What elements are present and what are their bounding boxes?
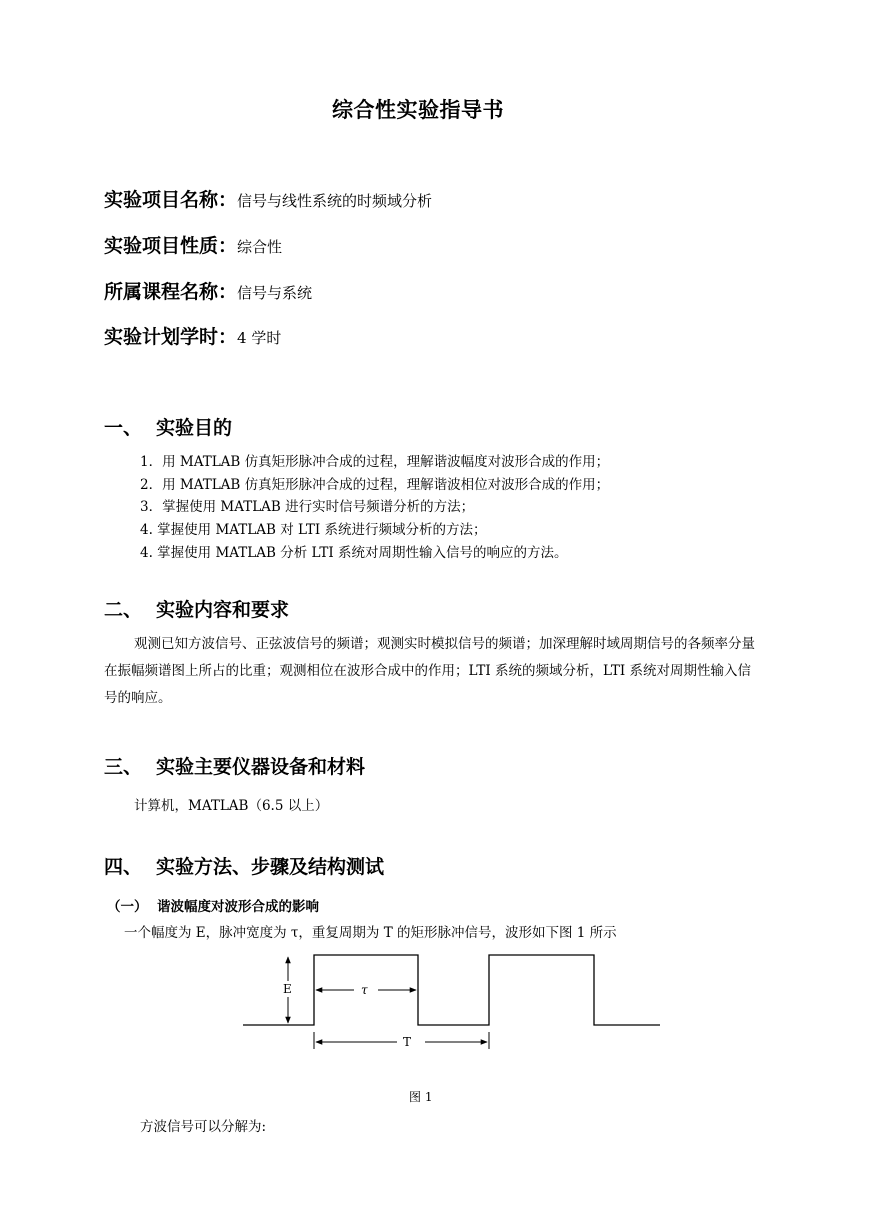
section-heading-equipment (104, 752, 365, 779)
meta-planned-hours (104, 322, 281, 349)
meta-value: 信号与线性系统的时频域分析 (237, 192, 433, 210)
meta-course-name (104, 277, 312, 304)
objective-item: 3．掌握使用 MATLAB 进行实时信号频谱分析的方法； (140, 499, 475, 515)
section-number: 一、 (104, 417, 143, 439)
section-title: 实验方法、步骤及结构测试 (156, 856, 385, 878)
section-number: 四、 (104, 856, 143, 878)
objective-item: 4. 掌握使用 MATLAB 分析 LTI 系统对周期性输入信号的响应的方法。 (140, 545, 568, 561)
meta-key: 实验计划学时： (104, 326, 238, 348)
meta-key: 实验项目性质： (104, 235, 238, 257)
amplitude-label: E (283, 982, 292, 996)
meta-key: 所属课程名称： (104, 281, 238, 303)
section-title: 实验主要仪器设备和材料 (156, 756, 366, 778)
period-label: T (403, 1035, 412, 1049)
content-paragraph: 观测已知方波信号、正弦波信号的频谱；观测实时模拟信号的频谱；加深理解时域周期信号的各频率分量在振幅频谱图上所占的比重；观测相位在波形合成中的作用；LTI 系统的频域分析，LTI 系统对周期性输入信号的响应。 (104, 636, 755, 706)
meta-key: 实验项目名称： (104, 189, 238, 211)
subsection-title: 谐波幅度对波形合成的影响 (157, 899, 319, 915)
meta-project-nature (104, 231, 282, 258)
page-title: 综合性实验指导书 (332, 98, 504, 122)
objective-item: 2．用 MATLAB 仿真矩形脉冲合成的过程，理解谐波相位对波形合成的作用； (140, 477, 610, 493)
objective-item: 1．用 MATLAB 仿真矩形脉冲合成的过程，理解谐波幅度对波形合成的作用； (140, 454, 610, 470)
pulse-waveform-figure (240, 950, 665, 1055)
method-intro: 一个幅度为 E，脉冲宽度为 τ，重复周期为 T 的矩形脉冲信号，波形如下图 1 所示 (124, 925, 617, 941)
pulse-waveform-line (243, 955, 660, 1025)
meta-value: 综合性 (237, 238, 283, 256)
meta-project-name (104, 185, 432, 212)
section-heading-content (104, 595, 289, 622)
equipment-text: 计算机，MATLAB（6.5 以上） (134, 798, 329, 814)
section-number: 三、 (104, 756, 143, 778)
section-number: 二、 (104, 599, 143, 621)
figure-caption: 图 1 (409, 1090, 433, 1104)
section-title: 实验目的 (156, 417, 233, 439)
meta-value: 信号与系统 (237, 284, 313, 302)
section-heading-method (104, 852, 384, 879)
objective-item: 4. 掌握使用 MATLAB 对 LTI 系统进行频域分析的方法； (140, 522, 487, 538)
section-heading-objectives (104, 413, 232, 440)
meta-value: 4 学时 (237, 329, 282, 347)
subsection-number: （一） (107, 899, 148, 915)
pulse-width-label: τ (361, 983, 368, 997)
section-title: 实验内容和要求 (156, 599, 290, 621)
subsection-heading (107, 895, 319, 915)
decompose-text: 方波信号可以分解为: (140, 1119, 267, 1135)
